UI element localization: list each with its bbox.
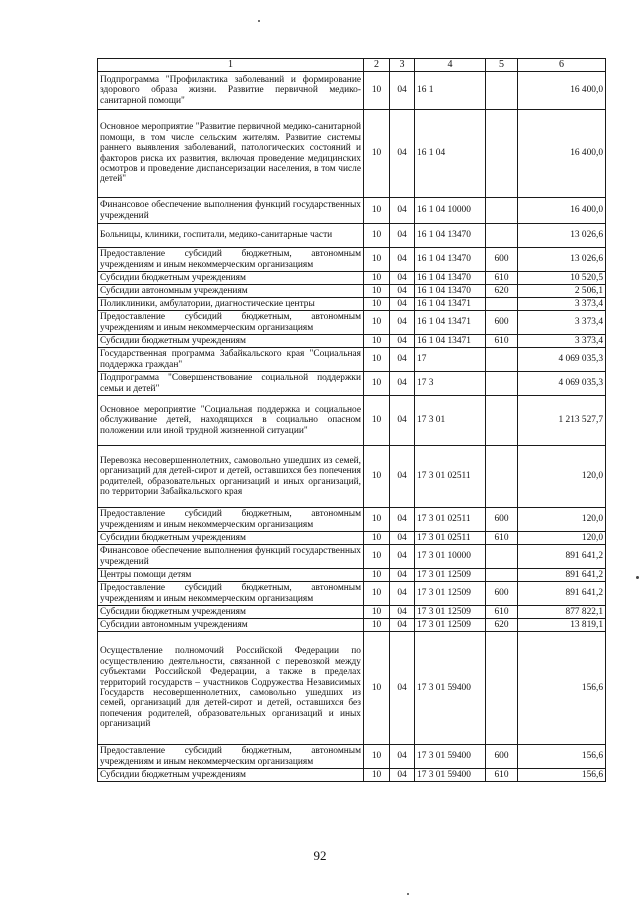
row-expense-type-cell (486, 224, 518, 248)
row-subsection-cell: 04 (390, 348, 415, 372)
row-section-cell: 10 (364, 396, 390, 446)
table-row (98, 606, 606, 619)
row-expense-type-cell: 610 (486, 532, 518, 545)
row-name-cell: Больницы, клиники, госпитали, медико-санитарные части (98, 224, 364, 248)
row-name-cell: Предоставление субсидий бюджетным, автономным учреждениям и иным некоммерческим организациям (98, 311, 364, 335)
row-expense-type-cell (486, 632, 518, 745)
row-name-cell: Центры помощи детям (98, 569, 364, 582)
row-amount-cell: 120,0 (518, 508, 606, 532)
row-subsection-cell: 04 (390, 110, 415, 198)
row-target-article-cell: 17 3 01 59400 (415, 745, 486, 769)
row-name-cell: Перевозка несовершеннолетних, самовольно ушедших из семей, организаций для детей-сирот и детей, оставшихся без попечения родителей, образовательных организаций и иных организаций, по территории Забайкальского края (98, 446, 364, 508)
row-expense-type-cell (486, 372, 518, 396)
table-row (98, 446, 606, 508)
row-section-cell: 10 (364, 569, 390, 582)
row-amount-cell: 891 641,2 (518, 545, 606, 569)
row-section-cell: 10 (364, 372, 390, 396)
row-subsection-cell: 04 (390, 769, 415, 782)
row-amount-cell: 877 822,1 (518, 606, 606, 619)
table-row (98, 396, 606, 446)
row-target-article-cell: 16 1 04 13470 (415, 224, 486, 248)
row-name-cell: Субсидии бюджетным учреждениям (98, 606, 364, 619)
table-row (98, 335, 606, 348)
row-amount-cell: 13 026,6 (518, 248, 606, 272)
row-target-article-cell: 16 1 04 13471 (415, 298, 486, 311)
table-row (98, 769, 606, 782)
table-row (98, 110, 606, 198)
row-section-cell: 10 (364, 110, 390, 198)
row-section-cell: 10 (364, 446, 390, 508)
row-name-cell: Субсидии бюджетным учреждениям (98, 769, 364, 782)
row-amount-cell: 13 026,6 (518, 224, 606, 248)
row-amount-cell: 891 641,2 (518, 569, 606, 582)
row-section-cell: 10 (364, 248, 390, 272)
column-header-3: 3 (390, 59, 415, 72)
row-section-cell: 10 (364, 224, 390, 248)
row-name-cell: Подпрограмма "Профилактика заболеваний и формирование здорового образа жизни. Развитие первичной медико-санитарной помощи" (98, 72, 364, 110)
row-target-article-cell: 17 3 01 12509 (415, 606, 486, 619)
row-name-cell: Государственная программа Забайкальского края "Социальная поддержка граждан" (98, 348, 364, 372)
row-subsection-cell: 04 (390, 545, 415, 569)
row-target-article-cell: 16 1 04 (415, 110, 486, 198)
row-amount-cell: 4 069 035,3 (518, 348, 606, 372)
row-section-cell: 10 (364, 285, 390, 298)
row-expense-type-cell: 600 (486, 248, 518, 272)
table-row (98, 248, 606, 272)
row-name-cell: Субсидии бюджетным учреждениям (98, 335, 364, 348)
row-amount-cell: 1 213 527,7 (518, 396, 606, 446)
row-expense-type-cell: 610 (486, 335, 518, 348)
row-target-article-cell: 16 1 04 10000 (415, 198, 486, 224)
table-row (98, 72, 606, 110)
row-section-cell: 10 (364, 508, 390, 532)
row-name-cell: Предоставление субсидий бюджетным, автономным учреждениям и иным некоммерческим организациям (98, 745, 364, 769)
row-target-article-cell: 17 3 01 10000 (415, 545, 486, 569)
row-subsection-cell: 04 (390, 569, 415, 582)
row-section-cell: 10 (364, 348, 390, 372)
row-amount-cell: 13 819,1 (518, 619, 606, 632)
table-row (98, 372, 606, 396)
row-name-cell: Основное мероприятие "Развитие первичной медико-санитарной помощи, в том числе сельским жителям. Развитие системы раннего выявления заболеваний, патологических состояний и факторов риска их развития, включая проведение медицинских осмотров и проведение диспансеризации населения, в том числе детей" (98, 110, 364, 198)
row-amount-cell: 120,0 (518, 532, 606, 545)
row-expense-type-cell (486, 569, 518, 582)
row-subsection-cell: 04 (390, 372, 415, 396)
row-subsection-cell: 04 (390, 335, 415, 348)
page-number: 92 (313, 848, 327, 863)
table-row (98, 632, 606, 745)
row-section-cell: 10 (364, 72, 390, 110)
row-amount-cell: 3 373,4 (518, 311, 606, 335)
row-subsection-cell: 04 (390, 248, 415, 272)
row-target-article-cell: 17 3 01 02511 (415, 446, 486, 508)
row-expense-type-cell: 610 (486, 606, 518, 619)
row-target-article-cell: 16 1 04 13471 (415, 311, 486, 335)
row-target-article-cell: 17 3 (415, 372, 486, 396)
row-subsection-cell: 04 (390, 606, 415, 619)
column-header-4: 4 (415, 59, 486, 72)
scan-speck (636, 576, 639, 579)
table-row (98, 545, 606, 569)
row-target-article-cell: 17 3 01 12509 (415, 582, 486, 606)
row-subsection-cell: 04 (390, 582, 415, 606)
row-expense-type-cell: 600 (486, 745, 518, 769)
scan-speck (258, 20, 260, 22)
table-row (98, 285, 606, 298)
row-subsection-cell: 04 (390, 311, 415, 335)
column-header-6: 6 (518, 59, 606, 72)
row-section-cell: 10 (364, 311, 390, 335)
table-row (98, 272, 606, 285)
row-subsection-cell: 04 (390, 532, 415, 545)
row-section-cell: 10 (364, 606, 390, 619)
budget-table (97, 58, 606, 782)
row-expense-type-cell: 600 (486, 311, 518, 335)
row-target-article-cell: 16 1 04 13471 (415, 335, 486, 348)
row-section-cell: 10 (364, 335, 390, 348)
row-section-cell: 10 (364, 298, 390, 311)
row-amount-cell: 156,6 (518, 769, 606, 782)
row-name-cell: Основное мероприятие "Социальная поддержка и социальное обслуживание детей, находящихся в социально опасном положении или иной трудной жизненной ситуации" (98, 396, 364, 446)
row-amount-cell: 3 373,4 (518, 298, 606, 311)
row-expense-type-cell (486, 198, 518, 224)
row-target-article-cell: 17 3 01 02511 (415, 508, 486, 532)
row-name-cell: Субсидии автономным учреждениям (98, 619, 364, 632)
row-name-cell: Поликлиники, амбулатории, диагностические центры (98, 298, 364, 311)
column-header-1: 1 (98, 59, 364, 72)
row-name-cell: Субсидии бюджетным учреждениям (98, 272, 364, 285)
row-expense-type-cell (486, 72, 518, 110)
row-subsection-cell: 04 (390, 396, 415, 446)
row-section-cell: 10 (364, 769, 390, 782)
row-target-article-cell: 16 1 04 13470 (415, 285, 486, 298)
row-amount-cell: 3 373,4 (518, 335, 606, 348)
row-section-cell: 10 (364, 745, 390, 769)
row-subsection-cell: 04 (390, 72, 415, 110)
row-expense-type-cell: 610 (486, 769, 518, 782)
row-expense-type-cell (486, 298, 518, 311)
row-name-cell: Предоставление субсидий бюджетным, автономным учреждениям и иным некоммерческим организациям (98, 582, 364, 606)
row-expense-type-cell: 600 (486, 508, 518, 532)
row-section-cell: 10 (364, 632, 390, 745)
row-amount-cell: 891 641,2 (518, 582, 606, 606)
row-target-article-cell: 17 3 01 12509 (415, 619, 486, 632)
row-name-cell: Подпрограмма "Совершенствование социальной поддержки семьи и детей" (98, 372, 364, 396)
row-amount-cell: 156,6 (518, 745, 606, 769)
row-name-cell: Финансовое обеспечение выполнения функций государственных учреждений (98, 545, 364, 569)
scan-speck (407, 893, 409, 895)
row-name-cell: Осуществление полномочий Российской Федерации по осуществлению деятельности, связанной с перевозкой между субъектами Российской Федерации, а также в пределах территорий государств – участников Содружества Независимых Государств несовершеннолетних, самовольно ушедших из семей, организаций для детей-сирот и детей, оставшихся без попечения родителей, образовательных организаций и иных организаций (98, 632, 364, 745)
row-amount-cell: 16 400,0 (518, 110, 606, 198)
row-target-article-cell: 17 3 01 59400 (415, 769, 486, 782)
row-subsection-cell: 04 (390, 285, 415, 298)
table-row (98, 348, 606, 372)
table-row (98, 298, 606, 311)
row-subsection-cell: 04 (390, 619, 415, 632)
table-row (98, 619, 606, 632)
row-subsection-cell: 04 (390, 632, 415, 745)
row-expense-type-cell: 620 (486, 285, 518, 298)
row-expense-type-cell (486, 396, 518, 446)
row-target-article-cell: 16 1 (415, 72, 486, 110)
row-section-cell: 10 (364, 545, 390, 569)
row-section-cell: 10 (364, 532, 390, 545)
column-header-2: 2 (364, 59, 390, 72)
table-header-row (98, 59, 606, 72)
row-subsection-cell: 04 (390, 198, 415, 224)
row-target-article-cell: 16 1 04 13470 (415, 272, 486, 285)
table-row (98, 311, 606, 335)
row-target-article-cell: 17 (415, 348, 486, 372)
row-expense-type-cell (486, 446, 518, 508)
row-section-cell: 10 (364, 619, 390, 632)
row-subsection-cell: 04 (390, 508, 415, 532)
table-row (98, 508, 606, 532)
table-row (98, 198, 606, 224)
table-row (98, 569, 606, 582)
row-target-article-cell: 17 3 01 (415, 396, 486, 446)
row-subsection-cell: 04 (390, 224, 415, 248)
row-name-cell: Финансовое обеспечение выполнения функций государственных учреждений (98, 198, 364, 224)
row-expense-type-cell: 600 (486, 582, 518, 606)
row-amount-cell: 16 400,0 (518, 72, 606, 110)
row-subsection-cell: 04 (390, 298, 415, 311)
row-expense-type-cell (486, 545, 518, 569)
row-target-article-cell: 16 1 04 13470 (415, 248, 486, 272)
row-amount-cell: 2 506,1 (518, 285, 606, 298)
row-section-cell: 10 (364, 582, 390, 606)
row-target-article-cell: 17 3 01 12509 (415, 569, 486, 582)
row-expense-type-cell (486, 348, 518, 372)
row-expense-type-cell (486, 110, 518, 198)
row-expense-type-cell: 610 (486, 272, 518, 285)
row-target-article-cell: 17 3 01 02511 (415, 532, 486, 545)
row-name-cell: Субсидии автономным учреждениям (98, 285, 364, 298)
row-name-cell: Предоставление субсидий бюджетным, автономным учреждениям и иным некоммерческим организациям (98, 508, 364, 532)
table-row (98, 582, 606, 606)
table-row (98, 532, 606, 545)
row-subsection-cell: 04 (390, 446, 415, 508)
row-amount-cell: 4 069 035,3 (518, 372, 606, 396)
table-row (98, 224, 606, 248)
row-target-article-cell: 17 3 01 59400 (415, 632, 486, 745)
row-expense-type-cell: 620 (486, 619, 518, 632)
row-amount-cell: 156,6 (518, 632, 606, 745)
row-section-cell: 10 (364, 198, 390, 224)
table-body (98, 72, 606, 782)
row-amount-cell: 16 400,0 (518, 198, 606, 224)
row-amount-cell: 120,0 (518, 446, 606, 508)
row-subsection-cell: 04 (390, 272, 415, 285)
row-section-cell: 10 (364, 272, 390, 285)
row-name-cell: Предоставление субсидий бюджетным, автономным учреждениям и иным некоммерческим организациям (98, 248, 364, 272)
row-amount-cell: 10 520,5 (518, 272, 606, 285)
row-subsection-cell: 04 (390, 745, 415, 769)
column-header-5: 5 (486, 59, 518, 72)
table-row (98, 745, 606, 769)
row-name-cell: Субсидии бюджетным учреждениям (98, 532, 364, 545)
